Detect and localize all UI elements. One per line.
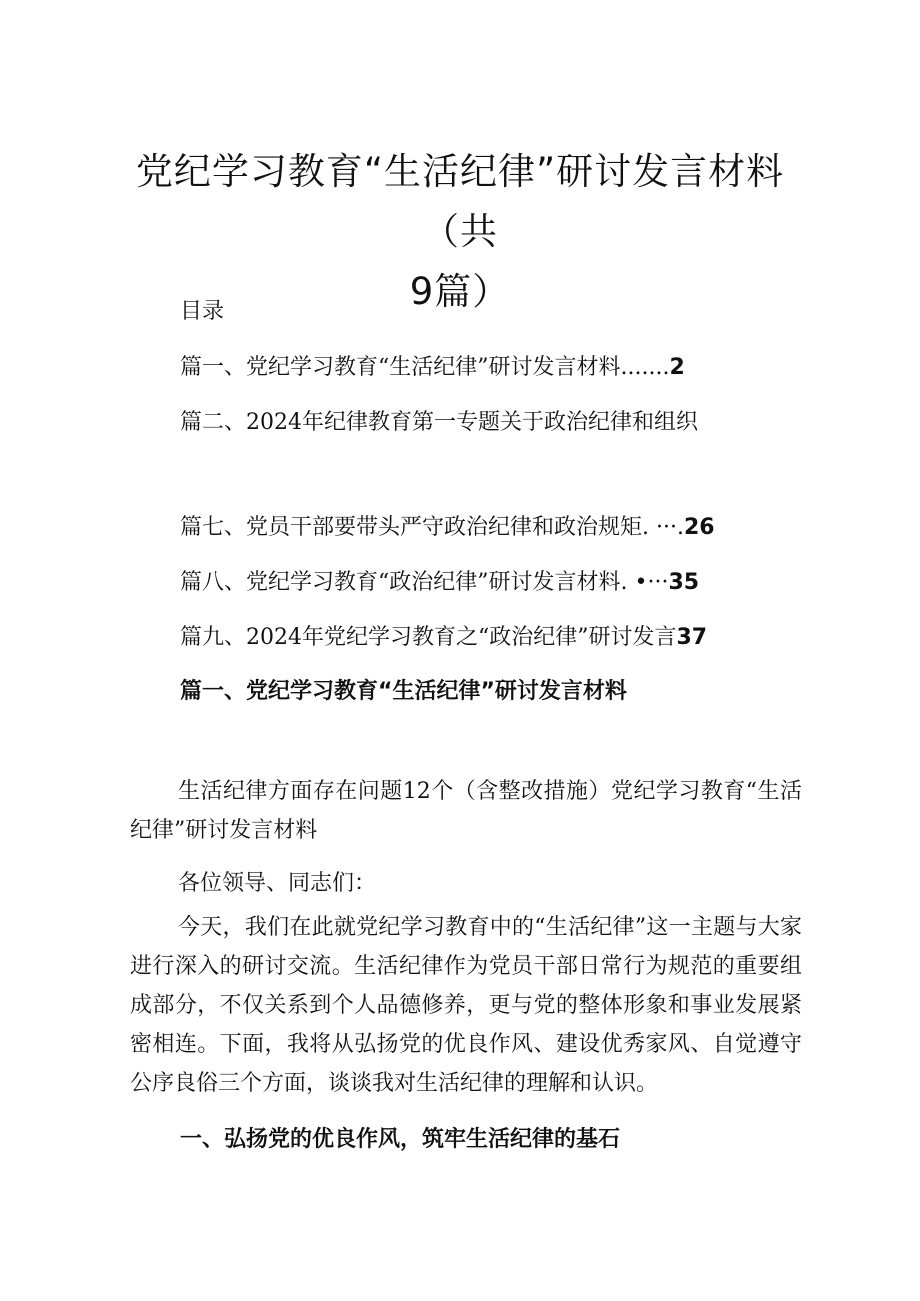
- toc-item-label: 篇二、2024年纪律教育第一专题关于政治纪律和组织: [180, 410, 698, 435]
- toc-item[interactable]: [180, 407, 698, 439]
- subheading: 一、弘扬党的优良作风，筑牢生活纪律的基石: [180, 1127, 621, 1152]
- toc-heading: 目录: [180, 299, 225, 324]
- toc-item[interactable]: [180, 512, 715, 544]
- title-line-2: 9篇）: [409, 270, 511, 313]
- toc-item-label: 篇九、2024年党纪学习教育之“政治纪律”研讨发言: [180, 625, 677, 650]
- toc-item-page: 2: [669, 355, 685, 380]
- toc-item[interactable]: [180, 622, 707, 654]
- toc-item-label: 篇一、党纪学习教育“生活纪律”研讨发言材料.......: [180, 355, 670, 380]
- section-heading: 篇一、党纪学习教育“生活纪律”研讨发言材料: [180, 679, 627, 704]
- paragraph-main: 今天，我们在此就党纪学习教育中的“生活纪律”这一主题与大家进行深入的研讨交流。生活纪律作为党员干部日常行为规范的重要组成部分，不仅关系到个人品德修养，更与党的整体形象和事业发展紧密相连。下面，我将从弘扬党的优良作风、建设优秀家风、自觉遵守公序良俗三个方面，谈谈我对生活纪律的理解和认识。: [130, 915, 802, 1096]
- toc-item-page: 35: [668, 570, 700, 595]
- toc-item-page: 37: [676, 625, 708, 650]
- toc-item-label: 篇七、党员干部要带头严守政治纪律和政治规矩. ···.: [180, 515, 684, 540]
- toc-item[interactable]: [180, 352, 685, 384]
- paragraph-intro: 生活纪律方面存在问题12个（含整改措施）党纪学习教育“生活纪律”研讨发言材料: [130, 779, 802, 843]
- toc-item-label: 篇八、党纪学习教育“政治纪律”研讨发言材料. •···: [180, 570, 669, 595]
- toc-item[interactable]: [180, 567, 699, 599]
- toc-item-page: 26: [683, 515, 715, 540]
- title-line-1: 党纪学习教育“生活纪律”研讨发言材料（共: [135, 150, 785, 253]
- document-title: [120, 142, 800, 322]
- paragraph-greeting: 各位领导、同志们：: [178, 871, 377, 896]
